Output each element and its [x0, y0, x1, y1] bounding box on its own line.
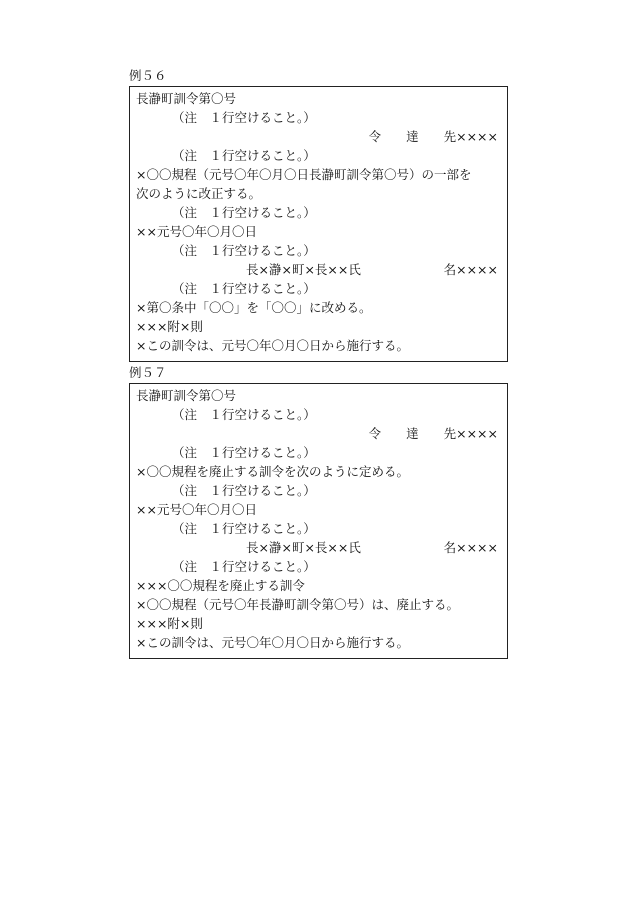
- blank-line-note: （注 １行空けること。）: [172, 148, 316, 163]
- blank-line-note: （注 １行空けること。）: [172, 521, 316, 536]
- blank-line-note: （注 １行空けること。）: [172, 205, 316, 220]
- example-56-box: [129, 86, 508, 362]
- issuer-title: 長×瀞×町×長××氏: [246, 262, 361, 277]
- blank-line-note: （注 １行空けること。）: [172, 483, 316, 498]
- issuer-name: 名××××: [443, 540, 498, 555]
- issuer-name: 名××××: [443, 262, 498, 277]
- blank-line-note: （注 １行空けること。）: [172, 281, 316, 296]
- addressee-line: 令 達 先××××: [368, 129, 498, 144]
- supplementary-heading: ×××附×則: [136, 319, 203, 334]
- addressee-line: 令 達 先××××: [368, 426, 498, 441]
- effective-date-line: ×この訓令は、元号〇年〇月〇日から施行する。: [136, 338, 409, 353]
- effective-date-line: ×この訓令は、元号〇年〇月〇日から施行する。: [136, 635, 409, 650]
- blank-line-note: （注 １行空けること。）: [172, 110, 316, 125]
- abolition-line: ×〇〇規程（元号〇年長瀞町訓令第〇号）は、廃止する。: [136, 597, 459, 612]
- date-line: ××元号〇年〇月〇日: [136, 224, 257, 239]
- issuer-line: [136, 538, 498, 558]
- blank-line-note: （注 １行空けること。）: [172, 445, 316, 460]
- blank-line-note: （注 １行空けること。）: [172, 243, 316, 258]
- blank-line-note: （注 １行空けること。）: [172, 559, 316, 574]
- purpose-line-2: 次のように改正する。: [136, 186, 262, 201]
- example-56-label: 例５６: [129, 68, 167, 83]
- order-title-line: ×××〇〇規程を廃止する訓令: [136, 578, 305, 593]
- supplementary-heading: ×××附×則: [136, 616, 203, 631]
- purpose-line: ×〇〇規程を廃止する訓令を次のように定める。: [136, 464, 409, 479]
- purpose-line-1: ×〇〇規程（元号〇年〇月〇日長瀞町訓令第〇号）の一部を: [136, 167, 472, 182]
- order-number: 長瀞町訓令第〇号: [136, 388, 237, 403]
- date-line: ××元号〇年〇月〇日: [136, 502, 257, 517]
- order-number: 長瀞町訓令第〇号: [136, 91, 237, 106]
- example-57-label: 例５７: [129, 365, 167, 380]
- issuer-line: [136, 260, 498, 280]
- issuer-title: 長×瀞×町×長××氏: [246, 540, 361, 555]
- blank-line-note: （注 １行空けること。）: [172, 407, 316, 422]
- example-57-box: [129, 383, 508, 659]
- amendment-line: ×第〇条中「〇〇」を「〇〇」に改める。: [136, 300, 372, 315]
